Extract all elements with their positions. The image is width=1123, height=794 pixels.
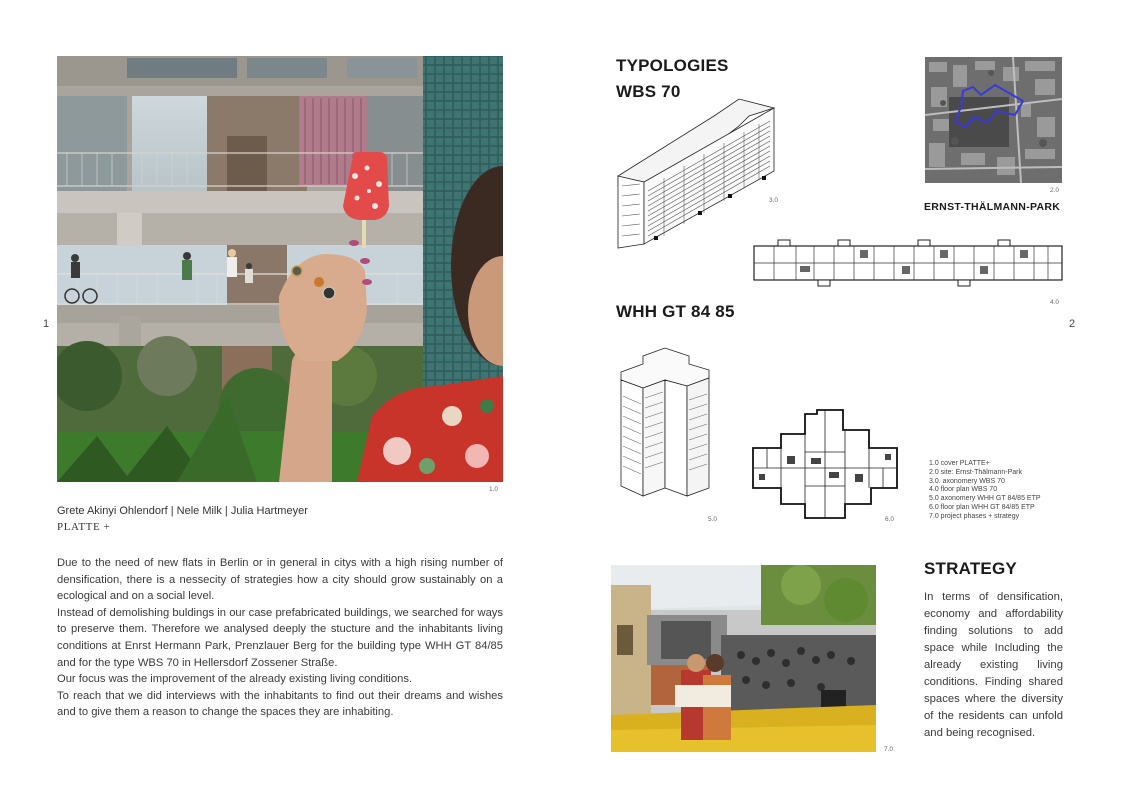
heading-strategy: STRATEGY <box>924 559 1017 578</box>
wbs70-axonometry-drawing <box>614 96 779 252</box>
authors-line: Grete Akinyi Ohlendorf | Nele Milk | Julia Hartmeyer <box>57 505 308 517</box>
page-number-left: 1 <box>43 318 50 330</box>
caption-6: 6.0 <box>885 516 895 523</box>
heading-typologies: TYPOLOGIES <box>616 56 729 75</box>
cover-collage-image <box>57 56 503 482</box>
caption-7: 7.0 <box>884 746 894 753</box>
legend-item: 3.0. axonomery WBS 70 <box>929 477 1005 485</box>
whh-floor-plan-drawing <box>751 408 899 520</box>
legend-item: 6.0 floor plan WHH GT 84/85 ETP <box>929 503 1035 511</box>
intro-paragraph: Due to the need of new flats in Berlin or in general in citys with a high rising number of densification, there is a nessecity of strategies how a city should grow sustainably on a ecological and on a social level. <box>57 557 503 603</box>
caption-2: 2.0 <box>1050 187 1060 194</box>
wbs70-floor-plan-drawing <box>752 238 1064 288</box>
caption-3: 3.0 <box>769 197 779 204</box>
legend-item: 1.0 cover PLATTE+ <box>929 460 990 467</box>
caption-5: 5.0 <box>708 516 718 523</box>
strategy-text: In terms of densification, economy and affordability finding solutions to add space while Including the already existing living conditions. Finding shared spaces where the diversity of the residents can unfold and being recognised. <box>924 591 1063 739</box>
legend-item: 5.0 axonomery WHH GT 84/85 ETP <box>929 495 1041 503</box>
legend-item: 2.0 site: Ernst-Thälmann-Park <box>929 468 1022 476</box>
site-aerial-image <box>925 57 1062 183</box>
intro-paragraph: Our focus was the improvement of the already existing living conditions. <box>57 673 413 686</box>
site-heading: ERNST-THÄLMANN-PARK <box>924 201 1061 213</box>
heading-whh: WHH GT 84 85 <box>616 302 735 321</box>
whh-axonometry-drawing <box>613 346 723 506</box>
page-number-right: 2 <box>1069 318 1076 330</box>
heading-wbs70: WBS 70 <box>616 82 681 101</box>
intro-text-block <box>57 555 503 721</box>
project-title: PLATTE + <box>57 521 111 533</box>
legend-item: 7.0 project phases + strategy <box>929 512 1020 520</box>
intro-paragraph: To reach that we did interviews with the inhabitants to find out their dreams and wishes and to give them a reason to change the spaces they are inhabiting. <box>57 689 503 719</box>
caption-1: 1.0 <box>489 486 499 493</box>
intro-paragraph: Instead of demolishing buldings in our case prefabricated buildings, we searched for ways to preserve them. Therefore we analysed deeply the stucture and the inhabitants living conditions at Enrst Hermann Park, Prenzlauer Berg for the building type WHH GT 84/85 and for the type WBS 70 in Hellersdorf Zossener Straße. <box>57 606 503 669</box>
strategy-collage-image <box>611 565 876 752</box>
figure-legend <box>929 460 1041 522</box>
legend-item: 4.0 floor plan WBS 70 <box>929 486 998 494</box>
caption-4: 4.0 <box>1050 299 1060 306</box>
